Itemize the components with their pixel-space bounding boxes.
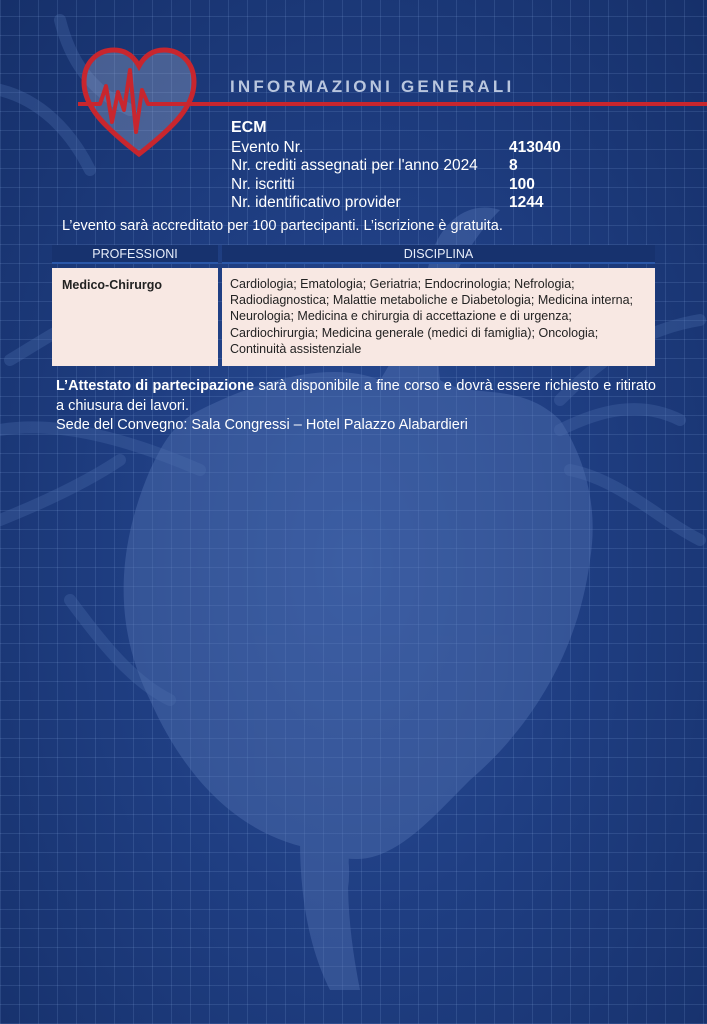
discipline-cell: Cardiologia; Ematologia; Geriatria; Endocrinologia; Nefrologia; Radiodiagnostica; Malattie metaboliche e Diabetologia; Medicina interna; Neurologia; Medicina e chirurgia di accettazione e di urgenza; Cardiochirurgia; Medicina generale (medici di famiglia); Oncologia; Continuità assistenziale: [222, 268, 655, 366]
venue-text: Sede del Convegno: Sala Congressi – Hotel Palazzo Alabardieri: [56, 417, 468, 433]
header-professioni: PROFESSIONI: [52, 245, 218, 264]
ecm-value: 8: [509, 157, 518, 174]
accreditation-note: L’evento sarà accreditato per 100 partecipanti. L’iscrizione è gratuita.: [62, 218, 503, 234]
certificate-note: [56, 376, 656, 416]
ecm-info-block: [231, 119, 561, 213]
ecm-label: Evento Nr.: [231, 138, 304, 156]
table-header: [52, 245, 655, 264]
header-disciplina: DISCIPLINA: [222, 245, 655, 264]
ecm-heading: ECM: [231, 119, 267, 136]
ecm-label: Nr. iscritti: [231, 175, 295, 193]
ecm-value: 100: [509, 175, 535, 193]
ecm-label: Nr. identificativo provider: [231, 194, 401, 211]
section-title: INFORMAZIONI GENERALI: [230, 77, 515, 96]
certificate-note-text: sarà disponibile a fine corso e dovrà essere richiesto e ritirato a chiusura dei lavori.: [56, 378, 656, 414]
professions-table: [52, 245, 655, 366]
certificate-note-bold: L’Attestato di partecipazione: [56, 378, 255, 394]
ecm-row: [231, 139, 561, 158]
profession-cell: Medico-Chirurgo: [52, 268, 218, 366]
header-divider-line: [195, 102, 707, 106]
heart-ecg-icon: [78, 44, 200, 162]
ecm-value: 1244: [509, 194, 544, 211]
ecm-value: 413040: [509, 138, 561, 156]
ecm-label: Nr. crediti assegnati per l'anno 2024: [231, 157, 478, 174]
table-row: [52, 268, 655, 366]
ecm-row: [231, 194, 561, 213]
ecm-row: [231, 157, 561, 176]
ecm-row: [231, 176, 561, 195]
